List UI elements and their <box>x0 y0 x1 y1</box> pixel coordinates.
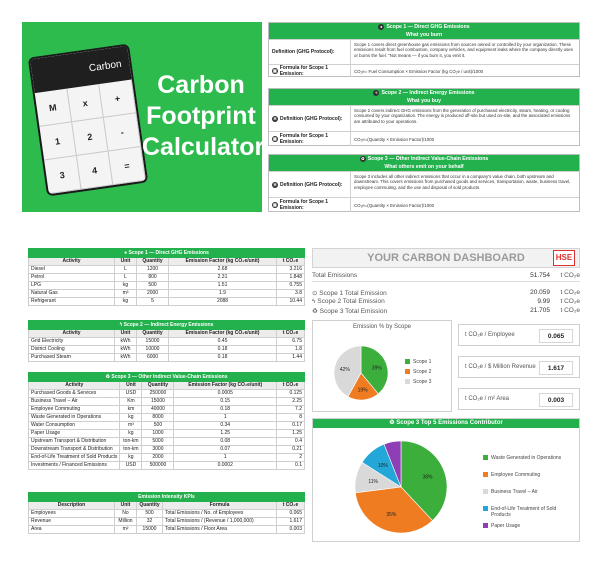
table-cell: 5000 <box>142 438 174 446</box>
table-cell: 0.18 <box>169 346 277 354</box>
calc-key: M <box>35 89 72 127</box>
table-cell: kg <box>115 298 137 306</box>
legend-label: Scope 2 <box>413 369 432 375</box>
slice-label: 39% <box>371 365 382 372</box>
table-row <box>29 346 305 354</box>
calc-key: 1 <box>39 122 76 160</box>
table-cell: 0.15 <box>174 398 277 406</box>
legend-swatch <box>405 359 410 364</box>
table-cell: 1 <box>174 414 277 422</box>
table-cell: 1.25 <box>277 430 305 438</box>
kpi-card-value: 1.617 <box>539 361 573 375</box>
table-cell: Refrigerant <box>29 298 115 306</box>
table-cell: 0.1 <box>277 462 305 470</box>
table-cell: kWh <box>115 338 137 346</box>
table-title: Scope 3 — Other Indirect Value-Chain Emissions <box>111 373 228 380</box>
scope-total-value: 9.99 <box>537 298 550 305</box>
table-row <box>29 430 305 438</box>
slice-label: 38% <box>422 474 433 481</box>
calculator-small-icon: ▦ <box>272 136 277 141</box>
table-cell: Total Emissions / Floor Area <box>163 526 277 534</box>
col-header: Emission Factor (kg CO₂e/unit) <box>169 330 277 338</box>
table-cell: 15000 <box>142 398 174 406</box>
table-cell: 2 <box>277 454 305 462</box>
table-row <box>29 274 305 282</box>
unit-label: t CO₂e <box>560 298 580 305</box>
table-cell: End-of-Life Treatment of Sold Products <box>29 454 120 462</box>
scope2-info-panel <box>268 88 580 146</box>
panel-subtitle: What others emit on your behalf <box>269 163 579 171</box>
table-cell: 0.125 <box>277 390 305 398</box>
flame-icon: ● <box>380 23 383 29</box>
formula-text: CO₂e= Fuel Consumption × Emission Factor (kg CO₂e / unit)/1000 <box>354 69 484 74</box>
table-cell: L <box>115 266 137 274</box>
scope2-table <box>28 320 305 362</box>
table-row <box>29 526 305 534</box>
formula-label: Formula for Scope 1 Emission: <box>279 199 329 211</box>
col-header: Activity <box>29 382 120 390</box>
legend-swatch <box>483 523 488 528</box>
table-cell: 500 <box>142 422 174 430</box>
table-cell: 2.31 <box>169 274 277 282</box>
table-cell: ton-km <box>120 446 142 454</box>
scope3-pie-chart <box>313 429 581 543</box>
legend-swatch <box>483 472 488 477</box>
table-cell: Employees <box>29 510 115 518</box>
table-cell: Revenue <box>29 518 115 526</box>
table-cell: 0.003 <box>277 526 305 534</box>
table-row <box>29 390 305 398</box>
scope-total-value: 21.705 <box>530 307 550 314</box>
table-row <box>29 518 305 526</box>
scope1-total-row <box>312 289 580 297</box>
legend-label: Waste Generated in Operations <box>491 455 562 461</box>
col-header: Quantity <box>142 382 174 390</box>
definition-label: Definition (GHG Protocol): <box>280 115 343 122</box>
table-row <box>29 438 305 446</box>
table-cell: 6000 <box>137 354 169 362</box>
table-row <box>29 454 305 462</box>
table-row <box>29 354 305 362</box>
calc-key: - <box>104 113 141 151</box>
col-header: Unit <box>115 502 137 510</box>
table-cell: No <box>115 510 137 518</box>
table-cell: kg <box>115 282 137 290</box>
scope-total-label: Scope 3 Total Emission <box>319 308 388 315</box>
col-header: t CO₂e <box>277 502 305 510</box>
table-cell: Upstream Transport & Distribution <box>29 438 120 446</box>
table-cell: 1 <box>174 454 277 462</box>
table-cell: 250000 <box>142 390 174 398</box>
table-cell: 0.0005 <box>174 390 277 398</box>
unit-label: t CO₂e <box>560 289 580 296</box>
table-row <box>29 406 305 414</box>
table-cell: kg <box>120 454 142 462</box>
table-cell: 0.18 <box>169 354 277 362</box>
lightning-icon: ϟ <box>119 321 124 328</box>
table-row <box>29 298 305 306</box>
formula-text: CO₂e=(Quantity × Emission Factor)/1000 <box>354 203 435 208</box>
table-row <box>29 338 305 346</box>
scope2-total-row <box>312 298 580 305</box>
legend-label: Business Travel – Air <box>491 489 538 495</box>
scope-total-label: Scope 2 Total Emission <box>317 298 385 305</box>
calc-key: + <box>99 80 136 118</box>
legend-swatch <box>405 379 410 384</box>
table-cell: 3.216 <box>277 266 305 274</box>
table-cell: 32 <box>137 518 163 526</box>
table-cell: Employee Commuting <box>29 406 120 414</box>
table-cell: 40000 <box>142 406 174 414</box>
table-cell: kg <box>120 430 142 438</box>
lightning-icon: ϟ <box>312 298 318 305</box>
table-cell: Grid Electricity <box>29 338 115 346</box>
recycle-icon: ♻ <box>389 420 397 426</box>
unit-label: t CO₂e <box>560 307 580 314</box>
scope-total-label: Scope 1 Total Emission <box>319 290 387 297</box>
chart-title: Emission % by Scope <box>352 324 412 330</box>
recycle-icon: ♻ <box>105 373 112 380</box>
slice-label: 42% <box>339 366 350 373</box>
kpi-card-label: t CO₂e / $ Million Revenue <box>465 364 536 370</box>
col-header: Quantity <box>137 330 169 338</box>
gear-icon: ✲ <box>273 115 277 121</box>
table-cell: ton-km <box>120 438 142 446</box>
kpi-card-revenue <box>458 356 580 378</box>
col-header: Activity <box>29 258 115 266</box>
calc-key: = <box>109 147 146 185</box>
table-cell: 1.51 <box>169 282 277 290</box>
legend-swatch <box>483 506 488 511</box>
table-cell: 7.2 <box>277 406 305 414</box>
recycle-icon: ♻ <box>360 155 365 161</box>
table-title: Scope 2 — Indirect Energy Emissions <box>123 321 214 328</box>
calculator-small-icon: ▦ <box>272 68 277 73</box>
table-row <box>29 414 305 422</box>
unit-label: t CO₂e <box>560 272 580 279</box>
table-cell: USD <box>120 462 142 470</box>
definition-text: Scope 2 covers indirect GHG emissions from the generation of purchased electricity, steam, heating, or cooling consumed by your organization. The energy is produced off-site but used on-site, and the associated emissions are attributed to your operations. <box>354 108 571 124</box>
table-row <box>29 398 305 406</box>
scope3-contributor-card <box>312 418 580 542</box>
col-header: Description <box>29 502 115 510</box>
calculator-screen: Carbon <box>30 46 132 93</box>
table-cell: LPG <box>29 282 115 290</box>
chart-title: Scope 3 Top 5 Emissions Contributor <box>396 420 503 426</box>
scope-total-value: 20.059 <box>530 289 550 296</box>
table-cell: km <box>120 406 142 414</box>
panel-subtitle: What you burn <box>269 31 579 39</box>
table-cell: 0.18 <box>174 406 277 414</box>
table-cell: 1.617 <box>277 518 305 526</box>
calculator-small-icon: ▦ <box>272 202 277 207</box>
col-header: t CO₂e <box>277 382 305 390</box>
kpi-card-area <box>458 388 580 410</box>
table-title: Scope 1 — Direct GHG Emissions <box>128 249 209 256</box>
formula-label: Formula for Scope 1 Emission: <box>279 65 329 77</box>
col-header: Emission Factor (kg CO₂e/unit) <box>174 382 277 390</box>
table-cell: Total Emissions / (Revenue / 1,000,000) <box>163 518 277 526</box>
gear-icon: ✲ <box>273 181 277 187</box>
legend-label: Employee Commuting <box>491 472 541 478</box>
col-header: Unit <box>120 382 142 390</box>
calc-key: 2 <box>72 118 109 156</box>
total-emissions-row <box>312 272 580 282</box>
table-cell: 0.17 <box>277 422 305 430</box>
table-title: Emission Intensity KPIs <box>29 493 305 502</box>
table-cell: 500000 <box>142 462 174 470</box>
table-cell: 0.065 <box>277 510 305 518</box>
formula-label: Formula for Scope 1 Emission: <box>279 133 329 145</box>
table-cell: 2000 <box>137 290 169 298</box>
table-cell: 0.0002 <box>174 462 277 470</box>
table-cell: 2.68 <box>169 266 277 274</box>
col-header: Unit <box>115 330 137 338</box>
scope1-rows <box>29 266 305 306</box>
table-cell: 2088 <box>169 298 277 306</box>
table-cell: 800 <box>137 274 169 282</box>
col-header: Emission Factor (kg CO₂e/unit) <box>169 258 277 266</box>
table-cell: Investments / Financed Emissions <box>29 462 120 470</box>
legend-swatch <box>483 455 488 460</box>
table-cell: m² <box>115 526 137 534</box>
table-cell: kWh <box>115 354 137 362</box>
kpi-card-value: 0.065 <box>539 329 573 343</box>
table-cell: Purchased Steam <box>29 354 115 362</box>
scope3-total-row <box>312 307 580 315</box>
legend-label: End-of-Life Treatment of Sold Products <box>491 506 557 518</box>
banner-title: Carbon Footprint Calculator <box>142 71 265 161</box>
table-cell: 0.4 <box>277 438 305 446</box>
panel-title: Scope 2 — Indirect Energy Emissions <box>381 90 475 96</box>
slice-label: 10% <box>377 463 388 470</box>
table-cell: Business Travel – Air <box>29 398 120 406</box>
calc-key: 3 <box>44 156 81 194</box>
table-cell: Paper Usage <box>29 430 120 438</box>
table-cell: 8 <box>277 414 305 422</box>
legend-swatch <box>405 369 410 374</box>
legend-label: Scope 3 <box>413 379 432 385</box>
table-row <box>29 282 305 290</box>
table-cell: 0.755 <box>277 282 305 290</box>
slice-label: 19% <box>357 387 368 394</box>
scope3-info-panel <box>268 154 580 212</box>
definition-text: Scope 3 includes all other indirect emissions that occur in a company's value chain, both upstream and downstream. This covers emissions from purchased goods and services, transportation, waste, business travel, employee commuting, and the use and disposal of sold products. <box>354 174 571 190</box>
table-cell: 10000 <box>137 346 169 354</box>
col-header: Unit <box>115 258 137 266</box>
table-cell: 15000 <box>137 526 163 534</box>
definition-label: Definition (GHG Protocol): <box>280 181 343 188</box>
legend-label: Paper Usage <box>491 523 521 529</box>
table-cell: 500 <box>137 510 163 518</box>
lightning-icon: ϟ <box>375 89 378 95</box>
table-cell: 0.34 <box>174 422 277 430</box>
panel-title: Scope 1 — Direct GHG Emissions <box>386 24 470 30</box>
table-cell: 1.44 <box>277 354 305 362</box>
table-cell: 1.8 <box>277 346 305 354</box>
table-cell: 5 <box>137 298 169 306</box>
table-row <box>29 290 305 298</box>
col-header: t CO₂e <box>277 330 305 338</box>
legend-label: Scope 1 <box>413 359 432 365</box>
scope1-table <box>28 248 305 306</box>
slice-label: 35% <box>386 511 397 518</box>
table-row <box>29 462 305 470</box>
definition-label: Definition (GHG Protocol): <box>269 40 351 64</box>
col-header: Quantity <box>137 258 169 266</box>
formula-text: CO₂e=(Quantity × Emission Factor)/1000 <box>354 137 435 142</box>
table-cell: 6.75 <box>277 338 305 346</box>
table-cell: Water Consumption <box>29 422 120 430</box>
table-cell: Area <box>29 526 115 534</box>
dashboard-title <box>312 248 580 268</box>
scope-pie-card <box>312 320 452 412</box>
kpi-card-value: 0.003 <box>539 393 573 407</box>
table-cell: Natural Gas <box>29 290 115 298</box>
scope1-info-panel <box>268 22 580 77</box>
flame-icon: ⊙ <box>312 290 320 297</box>
calc-key: x <box>67 84 104 122</box>
calculator-icon <box>28 44 148 197</box>
table-cell: 500 <box>137 282 169 290</box>
table-cell: m³ <box>115 290 137 298</box>
table-cell: 3000 <box>142 446 174 454</box>
table-cell: Million <box>115 518 137 526</box>
table-cell: Downstream Transport & Distribution <box>29 446 120 454</box>
table-cell: 10.44 <box>277 298 305 306</box>
table-cell: 0.08 <box>174 438 277 446</box>
table-cell: Total Emissions / No. of Employees <box>163 510 277 518</box>
table-cell: District Cooling <box>29 346 115 354</box>
scope3-table <box>28 372 305 470</box>
table-cell: 2.25 <box>277 398 305 406</box>
recycle-icon: ♻ <box>312 308 320 315</box>
total-value: 51.754 <box>530 272 550 279</box>
dashboard-title-text: YOUR CARBON DASHBOARD <box>367 252 525 264</box>
calc-key: 4 <box>77 151 114 189</box>
table-cell: 1.25 <box>174 430 277 438</box>
table-cell: 3.8 <box>277 290 305 298</box>
table-row <box>29 446 305 454</box>
slice-label: 11% <box>368 478 378 485</box>
table-row <box>29 266 305 274</box>
table-cell: Petrol <box>29 274 115 282</box>
table-cell: 0.07 <box>174 446 277 454</box>
kpi-rows <box>29 510 305 534</box>
table-cell: 1.9 <box>169 290 277 298</box>
scope2-rows <box>29 338 305 362</box>
kpi-card-label: t CO₂e / Employee <box>465 332 515 338</box>
table-cell: 1.848 <box>277 274 305 282</box>
table-cell: Diesel <box>29 266 115 274</box>
table-cell: Km <box>120 398 142 406</box>
table-cell: Purchased Goods & Services <box>29 390 120 398</box>
definition-text: Scope 1 covers direct greenhouse gas emissions from sources owned or controlled by your organization. These emissions result from fuel combustion, company vehicles, and equipment leaks where the company directly uses or burns the fuel. "Not means — if you burn it, you emit it. <box>354 42 573 58</box>
table-row <box>29 510 305 518</box>
flame-icon: ● <box>124 249 129 256</box>
col-header: Formula <box>163 502 277 510</box>
kpi-card-employee <box>458 324 580 346</box>
hse-logo: HSE <box>553 250 575 266</box>
scope-pie-chart <box>313 333 453 413</box>
table-cell: kWh <box>115 346 137 354</box>
table-cell: 15000 <box>137 338 169 346</box>
table-cell: Waste Generated in Operations <box>29 414 120 422</box>
table-row <box>29 422 305 430</box>
total-label: Total Emissions <box>312 272 358 279</box>
panel-title: Scope 3 — Other Indirect Value-Chain Emissions <box>367 156 489 162</box>
scope3-rows <box>29 390 305 470</box>
banner <box>22 22 265 212</box>
legend-swatch <box>483 489 488 494</box>
table-cell: kg <box>120 414 142 422</box>
col-header: t CO₂e <box>277 258 305 266</box>
table-cell: m³ <box>120 422 142 430</box>
table-cell: 0.21 <box>277 446 305 454</box>
table-cell: 1000 <box>142 430 174 438</box>
table-cell: 1200 <box>137 266 169 274</box>
kpi-table <box>28 492 305 534</box>
col-header: Quantity <box>137 502 163 510</box>
kpi-card-label: t CO₂e / m² Area <box>465 396 510 402</box>
table-cell: USD <box>120 390 142 398</box>
panel-subtitle: What you buy <box>269 97 579 105</box>
table-cell: 2000 <box>142 454 174 462</box>
table-cell: 8000 <box>142 414 174 422</box>
col-header: Activity <box>29 330 115 338</box>
table-cell: 0.45 <box>169 338 277 346</box>
table-cell: L <box>115 274 137 282</box>
